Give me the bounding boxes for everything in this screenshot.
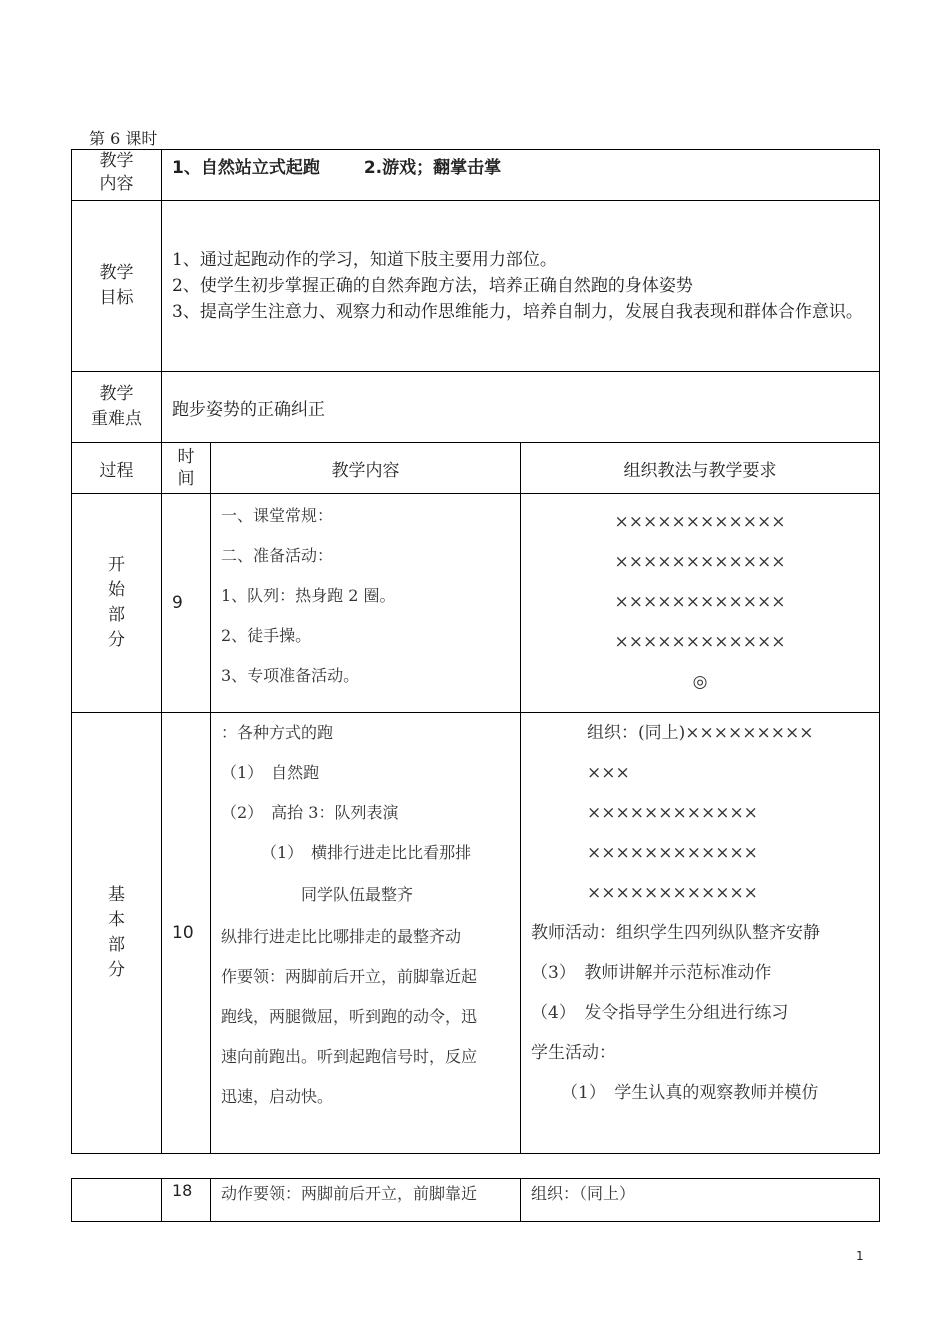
content-line: 同学队伍最整齐 [301, 885, 414, 904]
label-section-next [72, 1179, 162, 1222]
lesson-plan-table-continued [71, 1178, 880, 1222]
content-line: 一、课堂常规： [221, 506, 334, 525]
content-line: 1、队列：热身跑 2 圈。 [221, 586, 396, 605]
header-process: 过程 [72, 443, 162, 494]
row-header [72, 443, 880, 494]
content-start [211, 494, 521, 713]
content-line: 3、专项准备活动。 [221, 666, 360, 685]
header-time: 时 间 [162, 443, 211, 494]
content-line: （1） 自然跑 [221, 763, 320, 782]
goal-item: 3、提高学生注意力、观察力和动作思维能力，培养自制力，发展自我表现和群体合作意识。 [172, 302, 863, 322]
label-difficulty: 教学 重难点 [72, 372, 162, 443]
header-method: 组织教法与教学要求 [521, 443, 880, 494]
method-line: ××× [587, 763, 630, 783]
label-section-basic: 基 本 部 分 [72, 713, 162, 1154]
teaching-goals [162, 201, 880, 372]
formation-row: ×××××××××××× [614, 632, 786, 652]
time-basic: 10 [162, 713, 211, 1154]
method-line: （3） 教师讲解并示范标准动作 [531, 963, 772, 983]
method-line: （1） 学生认真的观察教师并模仿 [561, 1083, 819, 1103]
content-line: （1） 横排行进走比比看那排 [261, 843, 472, 862]
content-line: ：各种方式的跑 [221, 723, 334, 742]
formation-start [521, 494, 880, 713]
topic-1: 1、自然站立式起跑 [172, 158, 320, 178]
method-line: 教师活动：组织学生四列纵队整齐安静 [531, 923, 820, 943]
label-teaching-content: 教学 内容 [72, 150, 162, 201]
method-line: 组织：(同上)××××××××× [587, 723, 814, 743]
lesson-plan-table [71, 149, 880, 1154]
header-content: 教学内容 [211, 443, 521, 494]
formation-row: ×××××××××××× [587, 843, 758, 863]
formation-row: ×××××××××××× [614, 512, 786, 532]
method-line: 学生活动： [531, 1043, 616, 1063]
method-next: 组织：（同上） [521, 1179, 880, 1222]
row-teaching-goals [72, 201, 880, 372]
row-difficulty [72, 372, 880, 443]
lesson-number: 第 6 课时 [89, 129, 158, 148]
content-line: 二、准备活动： [221, 546, 334, 565]
time-next: 18 [162, 1179, 211, 1222]
row-teaching-content [72, 150, 880, 201]
goal-item: 2、使学生初步掌握正确的自然奔跑方法，培养正确自然跑的身体姿势 [172, 276, 693, 296]
row-section-next [72, 1179, 880, 1222]
formation-row: ×××××××××××× [614, 592, 786, 612]
page-number: 1 [856, 1249, 864, 1263]
teaching-topics [162, 150, 880, 201]
formation-row: ×××××××××××× [614, 552, 786, 572]
label-teaching-goals: 教学 目标 [72, 201, 162, 372]
row-section-basic [72, 713, 880, 1154]
content-basic [211, 713, 521, 1154]
content-line: 迅速，启动快。 [221, 1087, 334, 1106]
row-section-start [72, 494, 880, 713]
content-line: 作要领：两脚前后开立，前脚靠近起 [221, 967, 478, 986]
content-line: 2、徒手操。 [221, 626, 312, 645]
topic-2: 2.游戏；翻掌击掌 [363, 158, 502, 178]
content-line: 速向前跑出。听到起跑信号时，反应 [221, 1047, 478, 1066]
time-start: 9 [162, 494, 211, 713]
content-next: 动作要领：两脚前后开立，前脚靠近 [211, 1179, 521, 1222]
difficulty-text: 跑步姿势的正确纠正 [162, 372, 880, 443]
content-line: 纵排行进走比比哪排走的最整齐动 [221, 927, 462, 946]
content-line: （2） 高抬 3：队列表演 [221, 803, 399, 822]
label-section-start: 开 始 部 分 [72, 494, 162, 713]
formation-row: ×××××××××××× [587, 803, 758, 823]
method-basic [521, 713, 880, 1154]
formation-row: ×××××××××××× [587, 883, 758, 903]
teacher-mark-icon: ◎ [692, 672, 708, 692]
goal-item: 1、通过起跑动作的学习，知道下肢主要用力部位。 [172, 250, 557, 270]
method-line: （4） 发令指导学生分组进行练习 [531, 1003, 789, 1023]
content-line: 跑线，两腿微屈，听到跑的动令，迅 [221, 1007, 478, 1026]
